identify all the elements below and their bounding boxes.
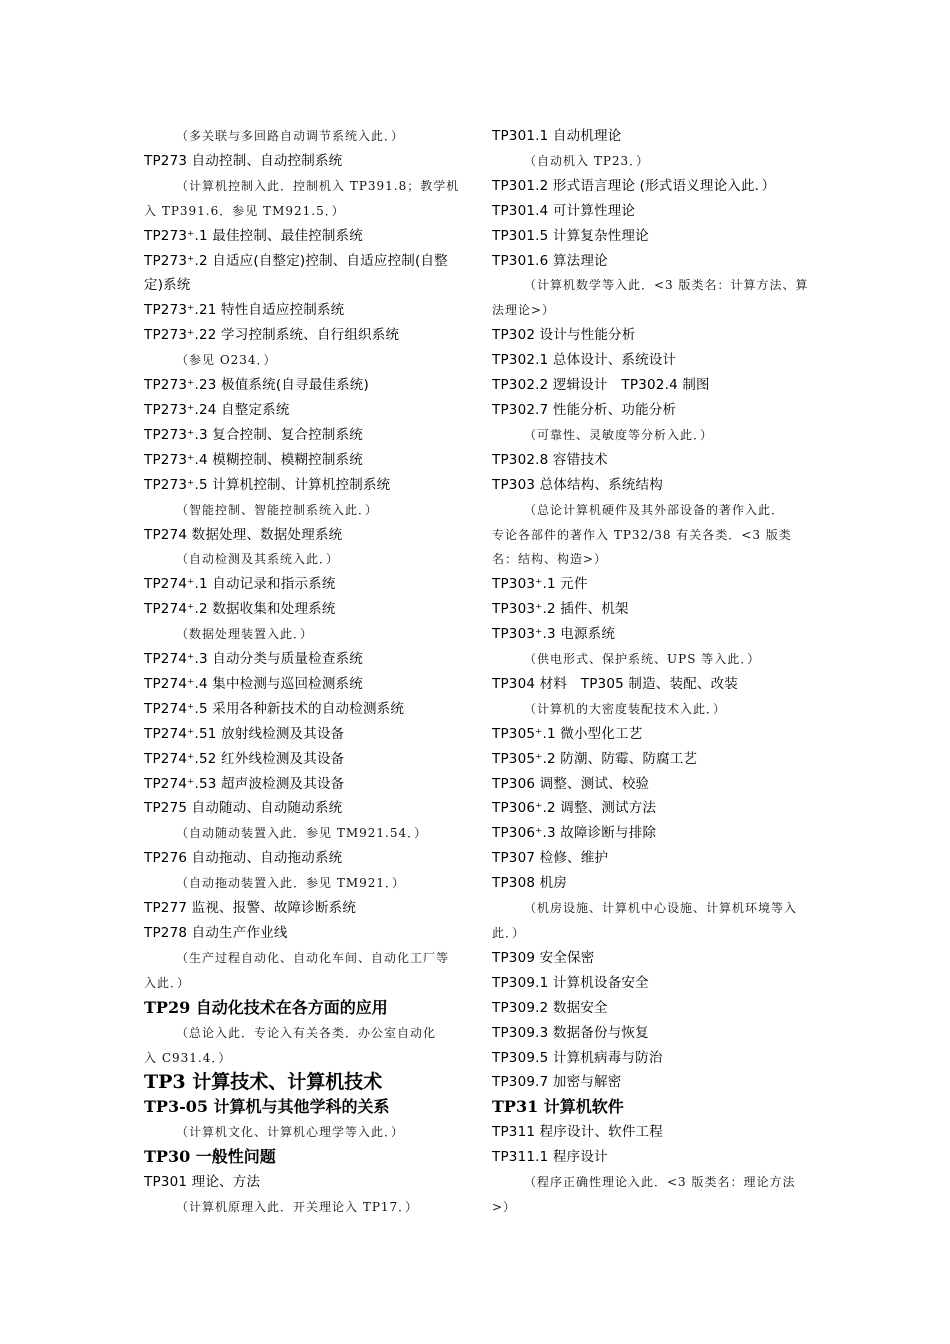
classification-entry: TP273⁺.23 极值系统(自寻最佳系统) (144, 377, 369, 394)
note-line: （自动随动装置入此．参见 TM921.54．） (176, 826, 428, 841)
classification-entry: TP274⁺.53 超声波检测及其设备 (144, 775, 345, 792)
classification-note (492, 1170, 810, 1220)
classification-entry: TP308 机房 (492, 875, 568, 892)
classification-entry: 定)系统 (144, 277, 191, 294)
classification-entry: TP274⁺.51 放射线检测及其设备 (144, 725, 345, 742)
classification-entry: TP306 调整、测试、校验 (492, 775, 650, 792)
classification-entry: TP274⁺.5 采用各种新技术的自动检测系统 (144, 700, 405, 717)
note-line: （计算机的大密度装配技术入此．） (524, 701, 727, 716)
note-line: （多关联与多回路自动调节系统入此．） (176, 129, 405, 143)
classification-entry: TP309 安全保密 (492, 949, 595, 966)
note-line: 法理论>） (492, 303, 556, 318)
classification-entry: TP311 程序设计、软件工程 (492, 1124, 663, 1141)
note-line: （计算机文化、计算机心理学等入此．） (176, 1125, 405, 1140)
classification-entry: TP307 检修、维护 (492, 850, 609, 867)
note-line: 入 C931.4．） (144, 1050, 232, 1065)
subsection-heading: TP3-05 计算机与其他学科的关系 (144, 1097, 390, 1117)
note-line: 入 TP391.6．参见 TM921.5．） (144, 203, 345, 218)
note-line: （自动检测及其系统入此．） (176, 552, 340, 567)
classification-entry: TP303⁺.2 插件、机架 (492, 601, 629, 618)
classification-entry: TP305⁺.2 防潮、防霉、防腐工艺 (492, 750, 698, 767)
classification-entry: TP273⁺.5 计算机控制、计算机控制系统 (144, 476, 391, 493)
classification-entry: TP273⁺.21 特性自适应控制系统 (144, 302, 345, 319)
classification-entry: TP311.1 程序设计 (492, 1149, 608, 1166)
section-heading: TP3 计算技术、计算机技术 (144, 1071, 383, 1094)
classification-entry: TP274⁺.52 红外线检测及其设备 (144, 750, 345, 767)
classification-entry: TP273⁺.2 自适应(自整定)控制、自适应控制(自整 (144, 252, 448, 269)
classification-entry: TP309.1 计算机设备安全 (492, 974, 649, 991)
note-line: （供电形式、保护系统、UPS 等入此．） (524, 652, 761, 667)
right-column (492, 124, 810, 1220)
classification-entry: TP274⁺.4 集中检测与巡回检测系统 (144, 675, 363, 692)
classification-entry: TP309.7 加密与解密 (492, 1074, 622, 1091)
classification-entry: TP306⁺.3 故障诊断与排除 (492, 825, 657, 842)
note-line: >） (492, 1199, 517, 1214)
note-line: （总论计算机硬件及其外部设备的著作入此． (524, 502, 785, 517)
subsection-heading: TP29 自动化技术在各方面的应用 (144, 997, 388, 1017)
classification-entry: TP309.3 数据备份与恢复 (492, 1024, 649, 1041)
note-line: （程序正确性理论入此．<3 版类名：理论方法 (524, 1175, 796, 1190)
left-column (144, 124, 462, 1220)
note-line: （可靠性、灵敏度等分析入此．） (524, 427, 714, 442)
note-line: 入此．） (144, 975, 191, 990)
note-line: （自动拖动装置入此．参见 TM921．） (176, 876, 406, 891)
classification-entry: TP303⁺.3 电源系统 (492, 626, 616, 643)
classification-note (492, 896, 810, 946)
classification-note (144, 547, 462, 572)
classification-entry: TP274⁺.3 自动分类与质量检查系统 (144, 651, 363, 668)
classification-entry: TP301.6 算法理论 (492, 252, 608, 269)
classification-entry: TP273 自动控制、自动控制系统 (144, 152, 343, 169)
classification-entry: TP305⁺.1 微小型化工艺 (492, 725, 643, 742)
classification-note (492, 647, 810, 672)
classification-entry: TP306⁺.2 调整、测试方法 (492, 800, 657, 817)
classification-note (144, 946, 462, 996)
classification-entry: TP278 自动生产作业线 (144, 925, 288, 941)
subsection-heading: TP31 计算机软件 (492, 1097, 624, 1117)
classification-entry: TP301 理论、方法 (144, 1174, 261, 1191)
classification-entry: TP303 总体结构、系统结构 (492, 476, 663, 493)
classification-entry: TP273⁺.1 最佳控制、最佳控制系统 (144, 227, 363, 244)
classification-note (144, 871, 462, 896)
classification-note (144, 1120, 462, 1145)
note-line: 专论各部件的著作入 TP32/38 有关各类．<3 版类 (492, 527, 792, 542)
classification-entry: TP273⁺.3 复合控制、复合控制系统 (144, 426, 363, 443)
classification-note (144, 1021, 462, 1071)
classification-entry: TP301.1 自动机理论 (492, 128, 622, 144)
classification-entry: TP301.4 可计算性理论 (492, 202, 636, 219)
classification-entry: TP275 自动随动、自动随动系统 (144, 800, 343, 817)
note-line: （机房设施、计算机中心设施、计算机环境等入 (524, 901, 798, 916)
classification-note (492, 498, 810, 573)
classification-entry: TP274⁺.2 数据收集和处理系统 (144, 601, 336, 618)
classification-entry: TP301.2 形式语言理论 (形式语义理论入此．） (492, 177, 776, 194)
classification-note (492, 149, 810, 174)
classification-entry: TP302 设计与性能分析 (492, 327, 636, 344)
classification-entry: TP301.5 计算复杂性理论 (492, 227, 649, 244)
note-line: （数据处理装置入此．） (176, 627, 314, 642)
classification-entry: TP303⁺.1 元件 (492, 576, 588, 593)
classification-note (492, 423, 810, 448)
note-line: （自动机入 TP23．） (524, 153, 650, 168)
classification-entry: TP304 材料 TP305 制造、装配、改装 (492, 675, 738, 692)
classification-note (144, 821, 462, 846)
classification-entry: TP273⁺.22 学习控制系统、自行组织系统 (144, 327, 400, 344)
classification-entry: TP273⁺.24 自整定系统 (144, 401, 290, 418)
classification-note (144, 124, 462, 149)
classification-entry: TP274 数据处理、数据处理系统 (144, 526, 343, 543)
subsection-heading: TP30 一般性问题 (144, 1147, 276, 1167)
classification-entry: TP302.1 总体设计、系统设计 (492, 352, 677, 369)
note-line: 此．） (492, 926, 526, 940)
note-line: （参见 O234．） (176, 353, 277, 368)
classification-entry: TP309.2 数据安全 (492, 999, 608, 1016)
classification-entry: TP276 自动拖动、自动拖动系统 (144, 850, 343, 867)
note-line: （生产过程自动化、自动化车间、自动化工厂等 (176, 950, 450, 965)
classification-note (492, 273, 810, 323)
classification-note (144, 348, 462, 373)
classification-entry: TP302.2 逻辑设计 TP302.4 制图 (492, 377, 710, 394)
note-line: （计算机数学等入此．<3 版类名：计算方法、算 (524, 278, 809, 293)
classification-note (144, 174, 462, 224)
classification-entry: TP302.7 性能分析、功能分析 (492, 401, 677, 418)
classification-note (492, 697, 810, 722)
classification-note (144, 498, 462, 523)
classification-entry: TP277 监视、报警、故障诊断系统 (144, 900, 357, 917)
classification-entry: TP274⁺.1 自动记录和指示系统 (144, 576, 336, 593)
classification-note (144, 1195, 462, 1220)
classification-entry: TP273⁺.4 模糊控制、模糊控制系统 (144, 451, 363, 468)
classification-entry: TP309.5 计算机病毒与防治 (492, 1049, 663, 1066)
classification-entry: TP302.8 容错技术 (492, 451, 608, 468)
classification-note (144, 622, 462, 647)
note-line: （计算机原理入此．开关理论入 TP17．） (176, 1199, 419, 1214)
note-line: （总论入此．专论入有关各类．办公室自动化 (176, 1025, 437, 1040)
note-line: （智能控制、智能控制系统入此．） (176, 502, 379, 517)
note-line: 名：结构、构造>） (492, 552, 608, 567)
note-line: （计算机控制入此．控制机入 TP391.8；教学机 (176, 178, 460, 193)
